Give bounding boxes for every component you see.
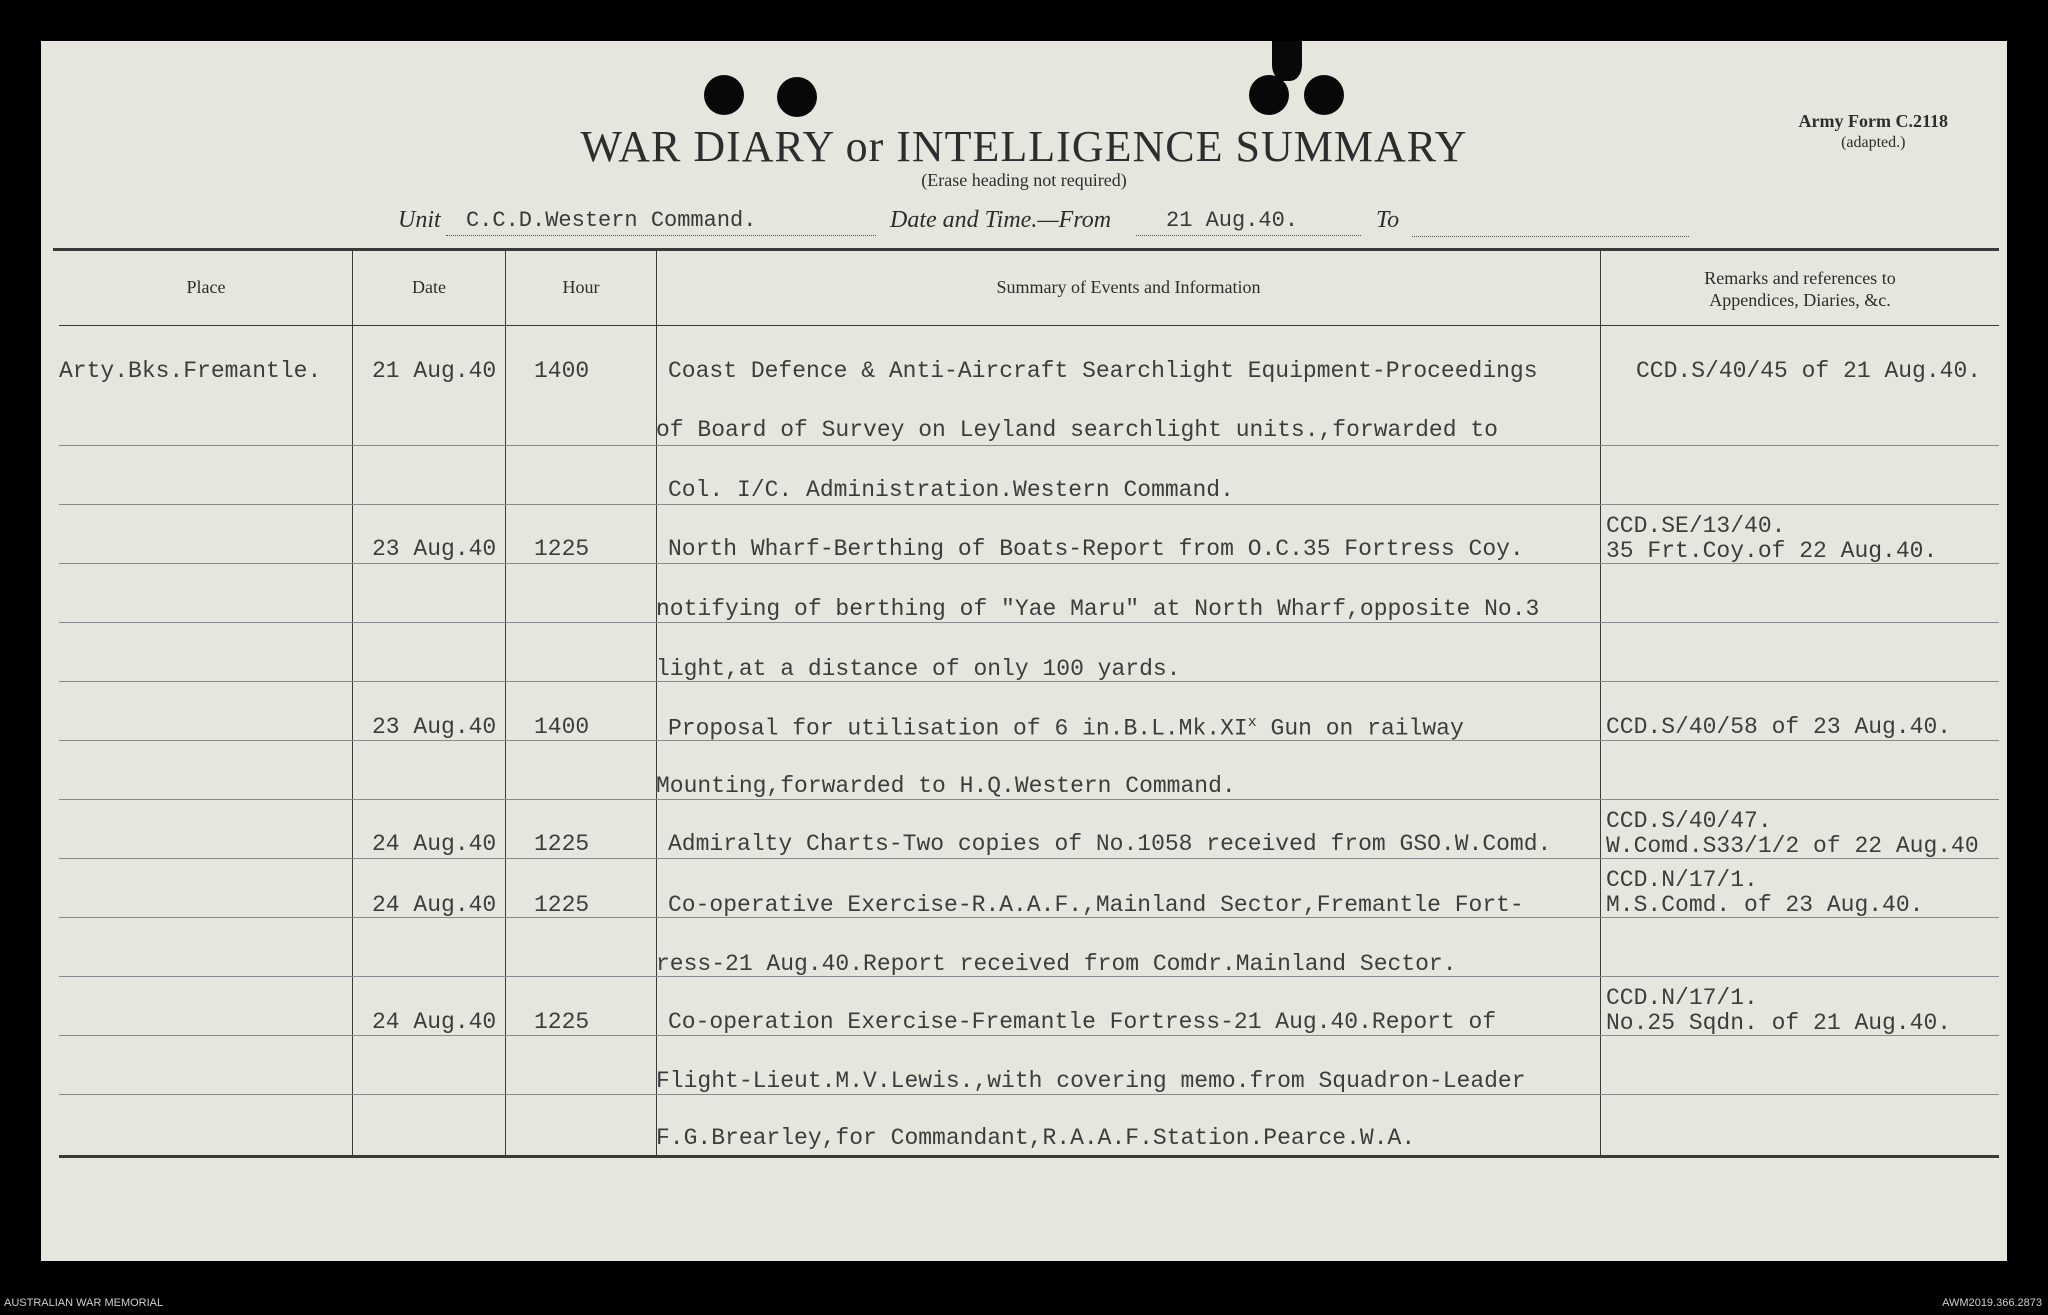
entry-remark: 35 Frt.Coy.of 22 Aug.40. — [1606, 538, 1938, 564]
date-time-label: Date and Time.—From — [890, 207, 1112, 233]
column-divider — [656, 251, 657, 1156]
entry-hour: 1225 — [534, 892, 590, 918]
column-divider — [352, 251, 353, 1156]
entry-summary-line: Admiralty Charts-Two copies of No.1058 received from GSO.W.Comd. — [668, 831, 1552, 857]
entry-date: 21 Aug.40 — [372, 358, 497, 384]
entry-hour: 1225 — [534, 1009, 590, 1035]
punch-hole — [1304, 75, 1344, 115]
entry-remark: CCD.S/40/45 of 21 Aug.40. — [1636, 358, 1982, 384]
archive-credit: AUSTRALIAN WAR MEMORIAL — [4, 1297, 164, 1309]
entry-date: 24 Aug.40 — [372, 892, 497, 918]
entry-summary-line: Flight-Lieut.M.V.Lewis.,with covering memo.from Squadron-Leader — [656, 1068, 1526, 1094]
entry-hour: 1225 — [534, 536, 590, 562]
date-to-value — [1412, 208, 1689, 237]
row-line — [59, 1094, 1999, 1095]
table-top-rule — [53, 248, 1999, 251]
entry-remark: CCD.S/40/58 of 23 Aug.40. — [1606, 714, 1952, 740]
entry-summary-line: North Wharf-Berthing of Boats-Report from O.C.35 Fortress Coy. — [668, 536, 1524, 562]
column-header-remarks — [1601, 267, 1999, 311]
entry-summary-line: light,at a distance of only 100 yards. — [656, 656, 1181, 682]
column-divider — [505, 251, 506, 1156]
page-title: WAR DIARY or INTELLIGENCE SUMMARY — [580, 122, 1468, 171]
header-bottom-rule — [59, 325, 1999, 326]
entry-remark: CCD.N/17/1. — [1606, 867, 1758, 893]
entry-summary-line: notifying of berthing of "Yae Maru" at North Wharf,opposite No.3 — [656, 596, 1540, 622]
entry-hour: 1400 — [534, 358, 590, 384]
entry-remark: CCD.SE/13/40. — [1606, 513, 1786, 539]
torn-punch-mark — [1272, 41, 1302, 81]
entry-summary-line: F.G.Brearley,for Commandant,R.A.A.F.Station.Pearce.W.A. — [656, 1125, 1416, 1151]
date-from-value: 21 Aug.40. — [1136, 208, 1361, 236]
column-header-hour: Hour — [562, 277, 600, 297]
row-line — [59, 445, 1999, 446]
table-bottom-rule — [59, 1155, 1999, 1158]
form-number-text: Army Form C.2118 — [1798, 111, 1948, 131]
row-line — [59, 799, 1999, 800]
column-header-place: Place — [186, 277, 226, 297]
entry-hour: 1400 — [534, 714, 590, 740]
column-divider — [1600, 251, 1601, 1156]
entry-date: 23 Aug.40 — [372, 536, 497, 562]
row-line — [59, 622, 1999, 623]
entry-remark: M.S.Comd. of 23 Aug.40. — [1606, 892, 1924, 918]
superscript-mark: x — [1247, 714, 1257, 731]
entry-summary-line: Col. I/C. Administration.Western Command. — [668, 477, 1234, 503]
entry-summary-line: of Board of Survey on Leyland searchlight units.,forwarded to — [656, 417, 1498, 443]
row-line — [59, 504, 1999, 505]
column-header-date: Date — [412, 277, 446, 297]
punch-hole — [704, 75, 744, 115]
form-note: (adapted.) — [1841, 134, 1906, 151]
remarks-header-line: Remarks and references to — [1704, 268, 1896, 288]
unit-value: C.C.D.Western Command. — [446, 208, 876, 236]
page-subtitle: (Erase heading not required) — [921, 170, 1127, 190]
entry-remark: W.Comd.S33/1/2 of 22 Aug.40 — [1606, 833, 1979, 859]
entry-summary-line: ress-21 Aug.40.Report received from Comdr.Mainland Sector. — [656, 951, 1457, 977]
entry-date: 23 Aug.40 — [372, 714, 497, 740]
entry-summary-line: Co-operative Exercise-R.A.A.F.,Mainland Sector,Fremantle Fort- — [668, 892, 1524, 918]
entry-date: 24 Aug.40 — [372, 831, 497, 857]
entry-summary-line — [668, 714, 1464, 742]
entry-summary-text: Proposal for utilisation of 6 in.B.L.Mk.XI — [668, 715, 1248, 742]
unit-label: Unit — [398, 207, 441, 233]
date-to-label: To — [1376, 207, 1400, 233]
entry-summary-line: Coast Defence & Anti-Aircraft Searchlight Equipment-Proceedings — [668, 358, 1538, 384]
entry-place: Arty.Bks.Fremantle. — [59, 358, 322, 384]
entry-remark: CCD.S/40/47. — [1606, 808, 1772, 834]
punch-hole — [777, 77, 817, 117]
punch-hole — [1249, 75, 1289, 115]
entry-summary-text: Gun on railway — [1256, 715, 1464, 742]
entry-hour: 1225 — [534, 831, 590, 857]
entry-remark: No.25 Sqdn. of 21 Aug.40. — [1606, 1010, 1952, 1036]
entry-date: 24 Aug.40 — [372, 1009, 497, 1035]
entry-summary-line: Co-operation Exercise-Fremantle Fortress-21 Aug.40.Report of — [668, 1009, 1497, 1035]
form-number — [1799, 110, 1948, 154]
entry-summary-line: Mounting,forwarded to H.Q.Western Command. — [656, 773, 1236, 799]
column-header-summary: Summary of Events and Information — [996, 277, 1261, 297]
archive-reference: AWM2019.366.2873 — [1942, 1297, 2042, 1309]
entry-remark: CCD.N/17/1. — [1606, 985, 1758, 1011]
diary-sheet — [41, 41, 2007, 1261]
remarks-header-line: Appendices, Diaries, &c. — [1709, 290, 1891, 310]
